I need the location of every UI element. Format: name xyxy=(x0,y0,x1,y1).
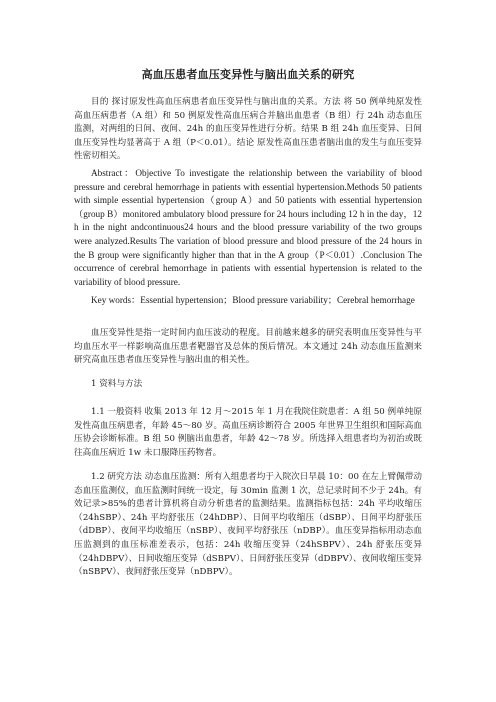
section-1-2-paragraph: 1.2 研究方法 动态血压监测：所有入组患者均于入院次日早晨 10：00 在左上臂佩带动态血压监测仪，血压监测时间统一设定，每 30min 监测 1 次，总记录时间不少于 24h。有效记录>85%的患者计算机将自动分析患者的监测结果。监测指标包括：24h 平均收缩压（24hSBP）、24h 平均舒张压（24hDBP）、日间平均收缩压（dSBP）、日间平均舒张压（dDBP）、夜间平均收缩压（nSBP）、夜间平均舒张压（nDBP）。血压变异指标用动态血压监测到的血压标准差表示，包括：24h 收缩压变异（24hSBPV）、24h 舒张压变异（24hDBPV）、日间收缩压变异（dSBPV）、日间舒张压变异（dDBPV）、夜间收缩压变异（nSBPV）、夜间舒张压变异（nDBPV）。 xyxy=(74,472,422,578)
section-1-1-paragraph: 1.1 一般资料 收集 2013 年 12 月～2015 年 1 月在我院住院患者：A 组 50 例单纯原发性高血压病患者，年龄 45～80 岁。高血压病诊断符合 2005 年世界卫生组织和国际高血压协会诊断标准。B 组 50 例脑出血患者，年龄 42～78 岁。所选择入组患者均为初治或既往高血压病近 1w 未口服降压药物者。 xyxy=(74,407,422,458)
abstract-chinese: 目的 探讨原发性高血压病患者血压变异性与脑出血的关系。方法 将 50 例单纯原发性高血压病患者（A 组）和 50 例原发性高血压病合并脑出血患者（B 组）行 24h 动态血压监测，对两组的日间、夜间、24h 的血压变异性进行分析。结果 B 组 24h 血压变异、日间血压变异性均显著高于 A 组（P＜0.01）。结论 原发性高血压患者脑出血的发生与血压变异性密切相关。 xyxy=(74,97,422,162)
section-heading: 1 资料与方法 xyxy=(91,379,143,389)
keywords: Key words：Essential hypertension；Blood pressure variability；Cerebral hemorrhage xyxy=(91,295,415,305)
abstract-english: Abstract：Objective To investigate the relationship between the variability of blood pressure and cerebral hemorrhage in patients with essential hypertension.Methods 50 patients with simple essential hypertension（group A）and 50 patients with essential hypertension（group B）monitored ambulatory blood pressure for 24 hours including 12 h in the day，12 h in the night andcontinuous24 hours and the blood pressure variability of the two groups were analyzed.Results The variation of blood pressure and blood pressure of the 24 hours in the B group were significantly higher than that in the A group（P＜0.01）.Conclusion The occurrence of cerebral hemorrhage in patients with essential hypertension is related to the variability of blood pressure. xyxy=(74,168,422,287)
document-title: 高血压患者血压变异性与脑出血关系的研究 xyxy=(141,68,355,81)
introduction-paragraph: 血压变异性是指一定时间内血压波动的程度。目前越来越多的研究表明血压变异性与平均血压水平一样影响高血压患者靶器官及总体的预后情况。本文通过 24h 动态血压监测来研究高血压患者血压变异性与脑出血的相关性。 xyxy=(74,328,422,366)
